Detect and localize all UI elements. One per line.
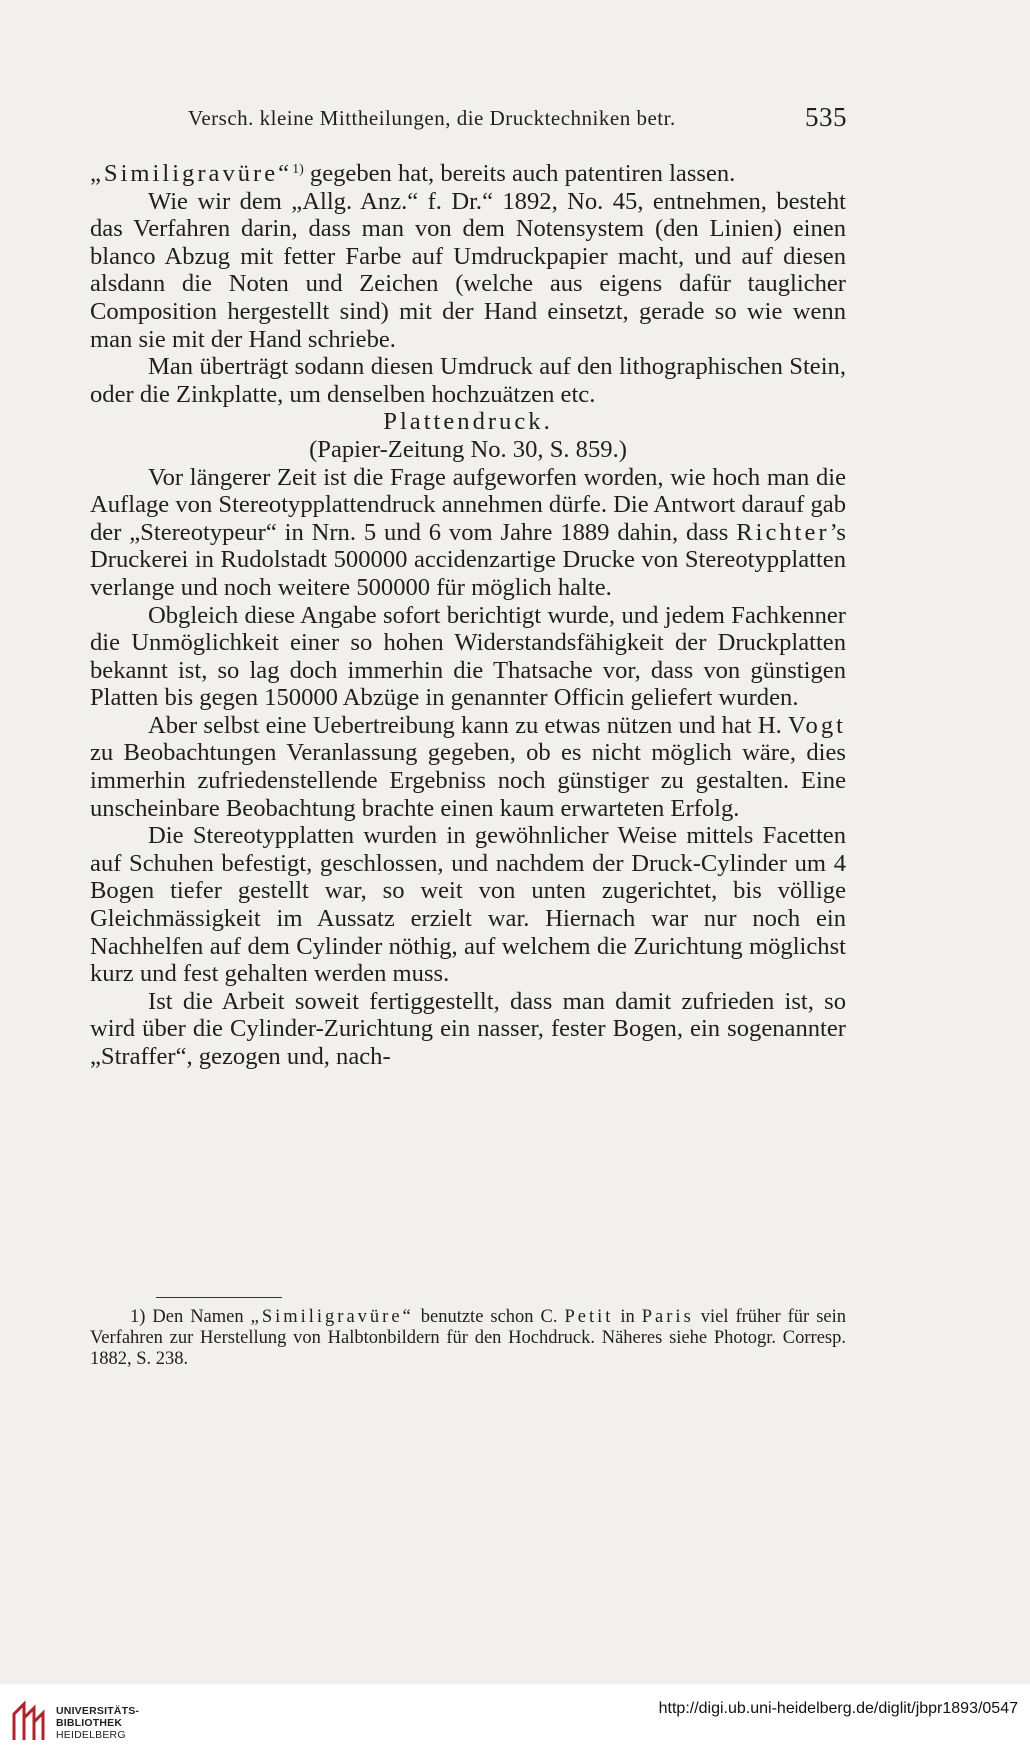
paragraph-6-text-b: zu Beobachtungen Veranlassung gegeben, ob es nicht möglich wäre, dies immerhin zufriedenstellende Ergebniss noch günstiger zu gestalten. Eine unscheinbare Beobachtung brachte einen kaum erwarteten Erfolg.	[90, 739, 846, 822]
library-name	[56, 1705, 139, 1741]
paragraph-5: Obgleich diese Angabe sofort berichtigt wurde, und jedem Fachkenner die Unmöglichkeit einer so hohen Widerstandsfähigkeit der Druckplatten bekannt ist, so lag doch immerhin die Thatsache vor, dass von günstigen Platten bis gegen 150000 Abzüge in genannter Officin geliefert wurden.	[90, 601, 846, 712]
paragraph-3: Man überträgt sodann diesen Umdruck auf den lithographischen Stein, oder die Zinkplatte, um denselben hochzuätzen etc.	[90, 353, 846, 408]
paragraph-4-text-b: ’s Druckerei in Rudolstadt 500000 accidenzartige Drucke von Stereotypplatten verlange und noch weitere 500000 für möglich halte.	[90, 518, 846, 601]
paragraph-6-text-a: Aber selbst eine Uebertreibung kann zu etwas nützen und hat H.	[148, 711, 788, 739]
footnote-divider	[156, 1297, 282, 1298]
similigravure-term: „Similigravüre“	[90, 160, 293, 187]
section-source: (Papier-Zeitung No. 30, S. 859.)	[309, 435, 627, 463]
paragraph-1-text: gegeben hat, bereits auch patentiren lassen.	[303, 160, 736, 187]
footnote	[90, 1307, 846, 1370]
place-paris: Paris	[641, 1307, 694, 1327]
name-richter: Richter	[736, 518, 830, 546]
footnote-text-a: 1) Den Namen	[130, 1307, 251, 1327]
paragraph-7: Die Stereotypplatten wurden in gewöhnlicher Weise mittels Facetten auf Schuhen befestigt, geschlossen, und nachdem der Druck-Cylinder um 4 Bogen tiefer gestellt war, so weit von unten zugerichtet, bis völlige Gleichmässigkeit im Aussatz erzielt war. Hiernach war nur noch ein Nachhelfen auf dem Cylinder nöthig, auf welchem die Zurichtung möglichst kurz und fest gehalten werden muss.	[90, 822, 846, 988]
permalink-url[interactable]: http://digi.ub.uni-heidelberg.de/diglit/jbpr1893/0547	[658, 1700, 1018, 1717]
paragraph-6	[90, 712, 846, 822]
library-name-line-1: UNIVERSITÄTS-	[56, 1705, 140, 1717]
footnote-reference[interactable]: 1)	[292, 162, 304, 177]
paragraph-4	[90, 464, 846, 602]
running-title: Versch. kleine Mittheilungen, die Drucktechniken betr.	[188, 106, 676, 130]
footnote-term: „Similigravüre“	[250, 1307, 414, 1327]
paragraph-1	[90, 160, 846, 188]
viewer-footer	[0, 1684, 1030, 1756]
running-header	[92, 102, 847, 136]
page-number: 535	[805, 102, 847, 132]
university-library-heidelberg-logo-icon	[10, 1700, 46, 1744]
library-name-line-2: BIBLIOTHEK	[56, 1717, 123, 1729]
footnote-text-c: in	[613, 1307, 642, 1327]
library-name-line-3: HEIDELBERG	[56, 1729, 126, 1741]
body-text	[90, 160, 846, 1071]
library-logo[interactable]	[10, 1694, 140, 1746]
paragraph-4-text-a: Vor längerer Zeit ist die Frage aufgeworfen worden, wie hoch man die Auflage von Stereotypplattendruck annehmen dürfe. Die Antwort darauf gab der „Stereotypeur“ in Nrn. 5 und 6 vom Jahre 1889 dahin, dass	[90, 463, 847, 546]
paragraph-8: Ist die Arbeit soweit fertiggestellt, dass man damit zufrieden ist, so wird über die Cylinder-Zurichtung ein nasser, fester Bogen, ein sogenannter „Straffer“, gezogen und, nach-	[90, 987, 846, 1070]
footnote-text-b: benutzte schon C.	[413, 1307, 565, 1327]
name-petit: Petit	[564, 1307, 614, 1327]
footnote-text-d: viel früher für sein Verfahren zur Herstellung von Halbtonbildern für den Hochdruck. Näheres siehe Photogr. Corresp. 1882, S. 238.	[90, 1307, 846, 1369]
paragraph-2: Wie wir dem „Allg. Anz.“ f. Dr.“ 1892, No. 45, entnehmen, besteht das Verfahren darin, dass man von dem Notensystem (den Linien) einen blanco Abzug mit fetter Farbe auf Umdruckpapier macht, und auf diesen alsdann die Noten und Zeichen (welche aus eigens dafür tauglicher Composition hergestellt sind) mit der Hand einsetzt, gerade so wie wenn man sie mit der Hand schriebe.	[90, 187, 846, 353]
section-heading: Plattendruck.	[383, 408, 553, 436]
name-vogt: Vogt	[787, 711, 846, 739]
